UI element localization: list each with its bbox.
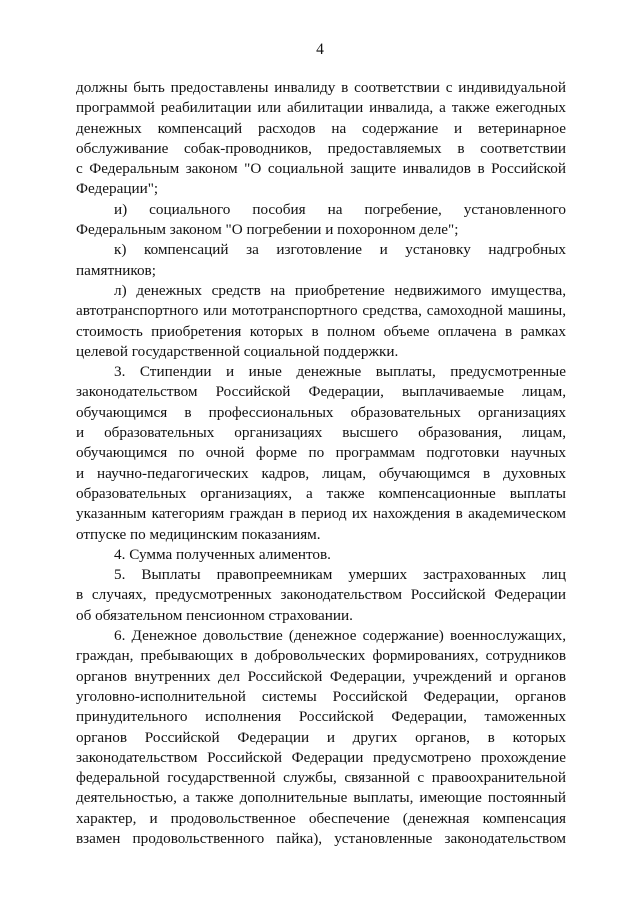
text-line: целевой государственной социальной поддержки.	[76, 342, 399, 360]
paragraph-continuation	[76, 78, 566, 200]
text-line: принудительного исполнения Российской Федерации, таможенных	[76, 708, 566, 726]
text-line: законодательством Российской Федерации, выплачиваемые лицам,	[76, 383, 566, 401]
text-line: стоимость приобретения которых в полном объеме оплачена в рамках	[76, 322, 566, 340]
text-line: указанным категориям граждан в период их нахождения в академическом	[76, 505, 566, 523]
text-line: законодательством Российской Федерации предусмотрено прохождение	[76, 748, 566, 766]
text-line: отпуске по медицинским показаниям.	[76, 525, 321, 543]
paragraph-item-k	[76, 240, 566, 281]
text-line: и образовательных организациях высшего образования, лицам,	[76, 424, 566, 442]
text-line: 4. Сумма полученных алиментов.	[114, 545, 331, 563]
text-line: граждан, пребывающих в добровольческих формированиях, сотрудников	[76, 647, 566, 665]
paragraph-item-i	[76, 200, 566, 241]
text-line: памятников;	[76, 261, 156, 279]
text-line: с Федеральным законом "О социальной защите инвалидов в Российской	[76, 160, 566, 178]
text-line: 5. Выплаты правопреемникам умерших застрахованных лиц	[114, 566, 566, 584]
paragraph-item-4	[76, 545, 566, 565]
text-line: Федерации";	[76, 180, 159, 198]
text-line: денежных компенсаций расходов на содержание и ветеринарное	[76, 119, 566, 137]
page-number: 4	[316, 41, 324, 58]
text-line: 6. Денежное довольствие (денежное содержание) военнослужащих,	[114, 627, 566, 645]
text-line: к) компенсаций за изготовление и установку надгробных	[114, 241, 566, 259]
text-line: обучающимся в профессиональных образовательных организациях	[76, 403, 566, 421]
text-line: органов Российской Федерации и других органов, в которых	[76, 728, 566, 746]
text-line: л) денежных средств на приобретение недвижимого имущества,	[114, 281, 566, 299]
text-line: об обязательном пенсионном страховании.	[76, 606, 353, 624]
text-line: обслуживание собак-проводников, предоставляемых в соответствии	[76, 139, 566, 157]
text-line: уголовно-исполнительной системы Российской Федерации, органов	[76, 687, 566, 705]
text-line: автотранспортного или мототранспортного средства, самоходной машины,	[76, 302, 566, 320]
paragraph-item-l	[76, 281, 566, 362]
text-line: 3. Стипендии и иные денежные выплаты, предусмотренные	[114, 363, 566, 381]
paragraph-item-6	[76, 626, 566, 849]
text-line: взамен продовольственного пайка), установленные законодательством	[76, 829, 566, 847]
text-line: деятельностью, а также дополнительные выплаты, имеющие постоянный	[76, 789, 566, 807]
paragraph-item-3	[76, 362, 566, 545]
text-line: органов внутренних дел Российской Федерации, учреждений и органов	[76, 667, 566, 685]
text-line: образовательных организациях, а также компенсационные выплаты	[76, 484, 566, 502]
text-line: и) социального пособия на погребение, установленного	[114, 200, 566, 218]
paragraph-item-5	[76, 565, 566, 626]
text-line: федеральной государственной службы, связанной с правоохранительной	[76, 769, 566, 787]
text-line: Федеральным законом "О погребении и похоронном деле";	[76, 221, 459, 239]
text-line: обучающимся по очной форме по программам подготовки научных	[76, 444, 566, 462]
text-line: должны быть предоставлены инвалиду в соответствии с индивидуальной	[76, 79, 566, 96]
text-line: программой реабилитации или абилитации инвалида, а также ежегодных	[76, 99, 566, 117]
text-line: и научно-педагогических кадров, лицам, обучающимся в духовных	[76, 464, 566, 482]
text-line: характер, и продовольственное обеспечение (денежная компенсация	[76, 809, 566, 827]
document-body	[76, 78, 566, 849]
text-line: в случаях, предусмотренных законодательством Российской Федерации	[76, 586, 566, 604]
